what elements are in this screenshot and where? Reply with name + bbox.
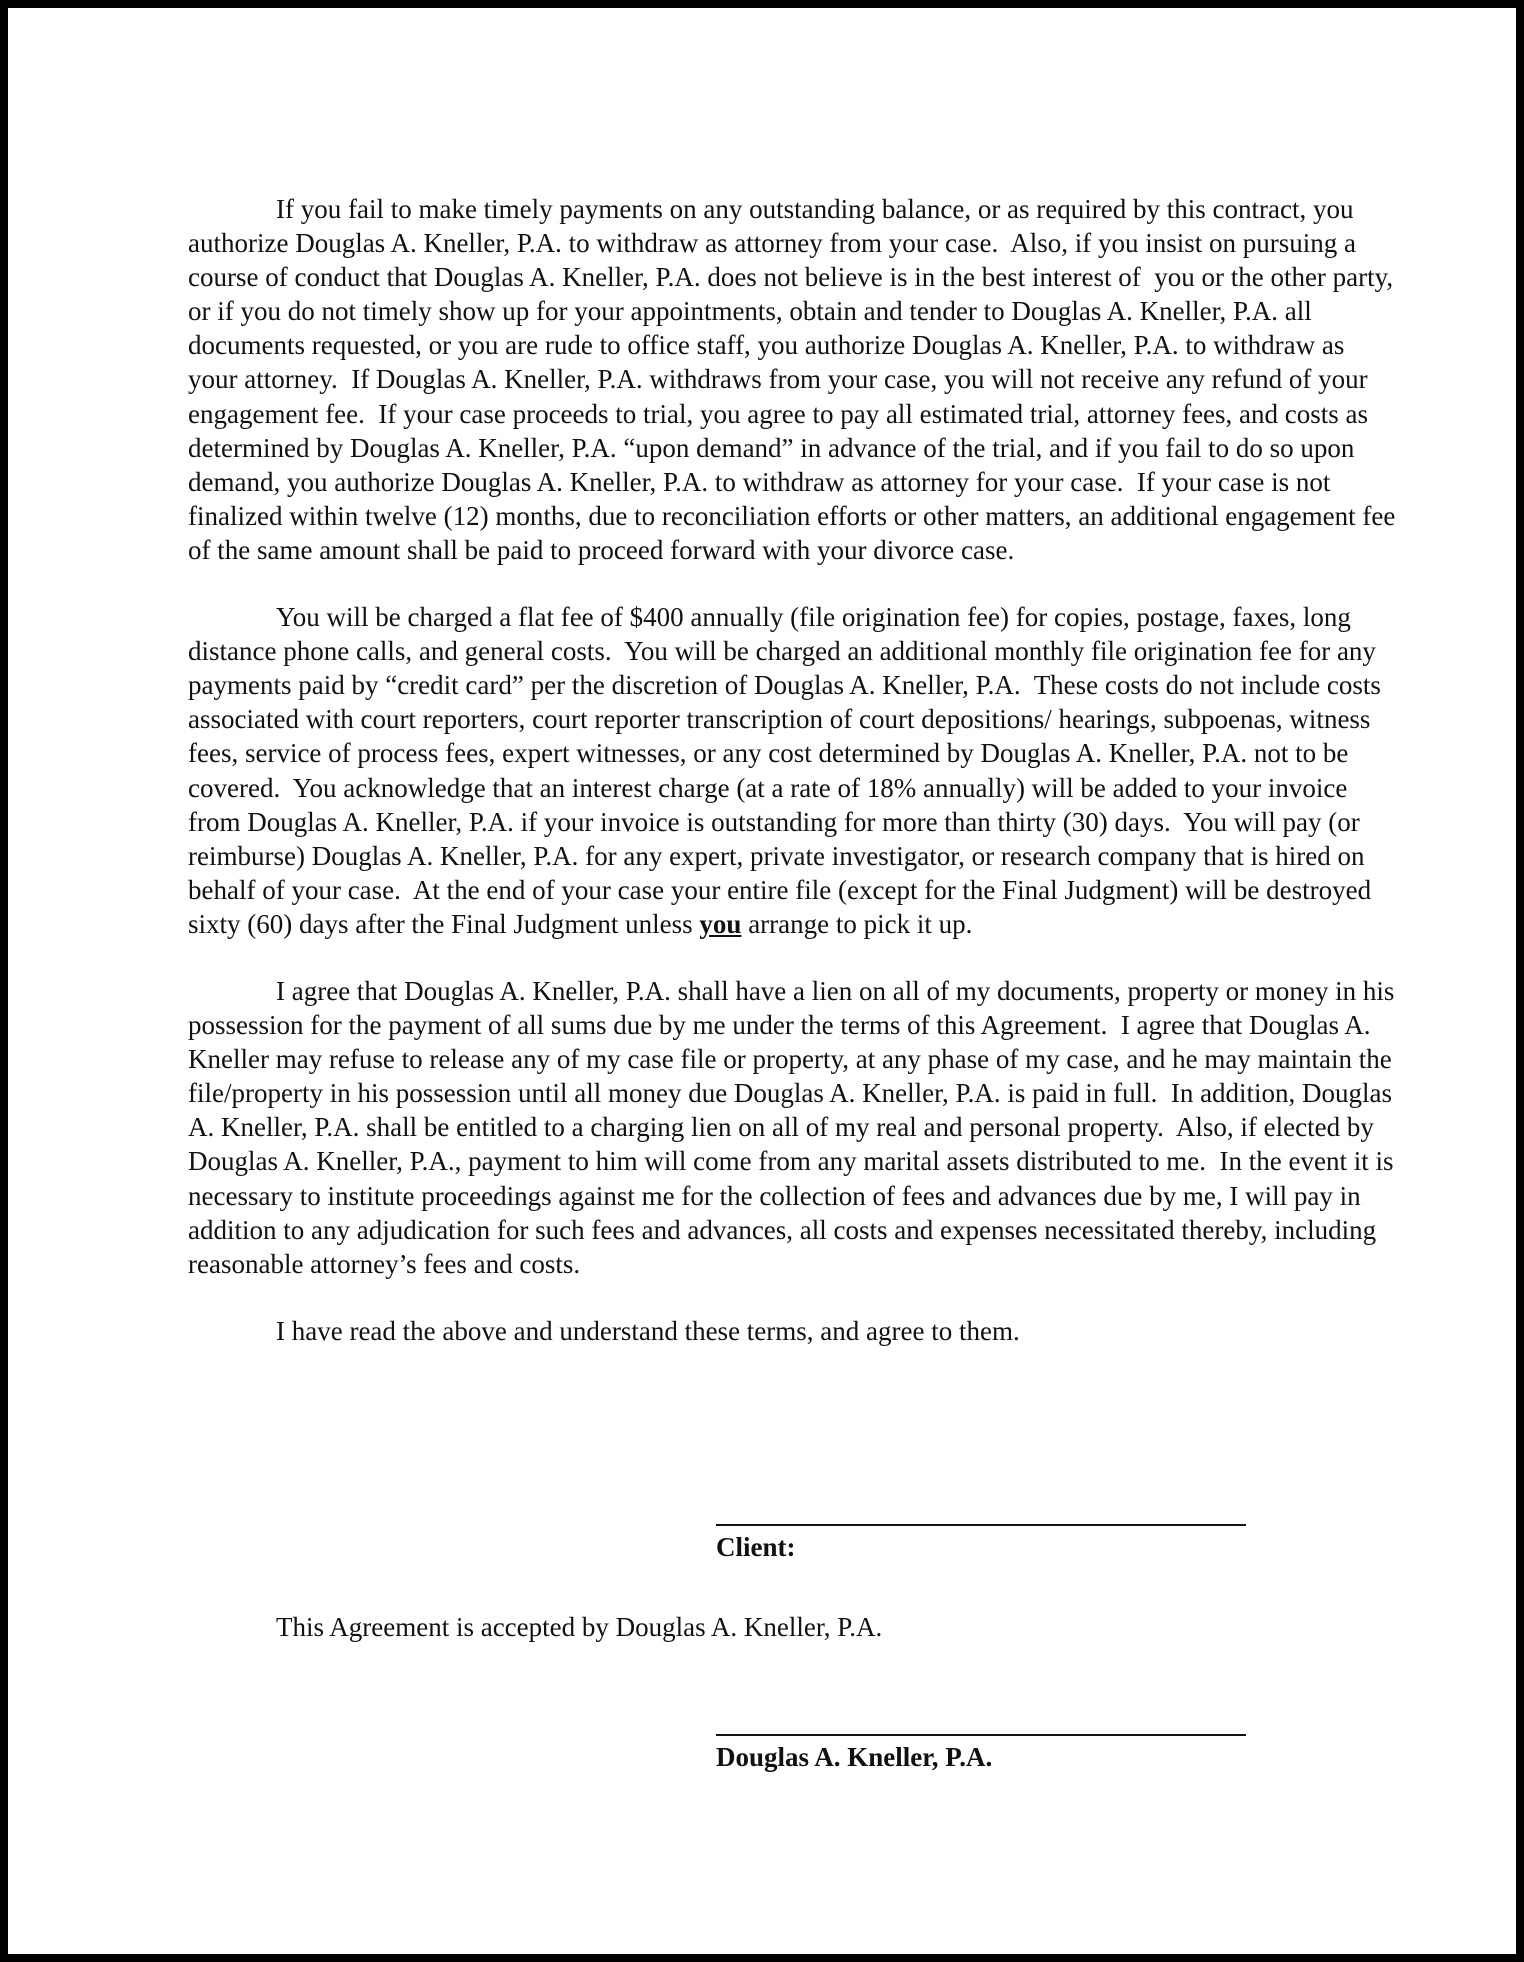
client-signature-block — [716, 1524, 1246, 1563]
paragraph-fees-text: You will be charged a flat fee of $400 annually (file origination fee) for copies, postage, faxes, long distance phone calls, and general costs. You will be charged an additional monthly file origination fee for any payments paid by “credit card” per the discretion of Douglas A. Kneller, P.A. These costs do not include costs associated with court reporters, court reporter transcription of court depositions/ hearings, subpoenas, witness fees, service of process fees, expert witnesses, or any cost determined by Douglas A. Kneller, P.A. not to be covered. You acknowledge that an interest charge (at a rate of 18% annually) will be added to your invoice from Douglas A. Kneller, P.A. if your invoice is outstanding for more than thirty (30) days. You will pay (or reimburse) Douglas A. Kneller, P.A. for any expert, private investigator, or research company that is hired on behalf of your case. At the end of your case your entire file (except for the Final Judgment) will be destroyed sixty (60) days after the Final Judgment unless — [188, 602, 1388, 939]
paragraph-fees-and-costs — [188, 600, 1396, 941]
acceptance-statement: This Agreement is accepted by Douglas A. Kneller, P.A. — [276, 1612, 883, 1642]
paragraph-withdrawal-terms: If you fail to make timely payments on any outstanding balance, or as required by this contract, you authorize Douglas A. Kneller, P.A. to withdraw as attorney from your case. Also, if you insist on pursuing a course of conduct that Douglas A. Kneller, P.A. does not believe is in the best interest of you or the other party, or if you do not timely show up for your appointments, obtain and tender to Douglas A. Kneller, P.A. all documents requested, or you are rude to office staff, you authorize Douglas A. Kneller, P.A. to withdraw as your attorney. If Douglas A. Kneller, P.A. withdraws from your case, you will not receive any refund of your engagement fee. If your case proceeds to trial, you agree to pay all estimated trial, attorney fees, and costs as determined by Douglas A. Kneller, P.A. “upon demand” in advance of the trial, and if you fail to do so upon demand, you authorize Douglas A. Kneller, P.A. to withdraw as attorney for your case. If your case is not finalized within twelve (12) months, due to reconciliation efforts or other matters, an additional engagement fee of the same amount shall be paid to proceed forward with your divorce case. — [188, 194, 1403, 565]
paragraph-lien-terms: I agree that Douglas A. Kneller, P.A. shall have a lien on all of my documents, property or money in his possession for the payment of all sums due by me under the terms of this Agreement. I agree that Douglas A. Kneller may refuse to release any of my case file or property, at any phase of my case, and he may maintain the file/property in his possession until all money due Douglas A. Kneller, P.A. is paid in full. In addition, Douglas A. Kneller, P.A. shall be entitled to a charging lien on all of my real and personal property. Also, if elected by Douglas A. Kneller, P.A., payment to him will come from any marital assets distributed to me. In the event it is necessary to institute proceedings against me for the collection of fees and advances due by me, I will pay in addition to any adjudication for such fees and advances, all costs and expenses necessitated thereby, including reasonable attorney’s fees and costs. — [188, 975, 1402, 1279]
document-page — [8, 8, 1516, 1954]
paragraph-agreement-statement: I have read the above and understand these terms, and agree to them. — [276, 1315, 1020, 1346]
document-body — [188, 192, 1403, 1381]
attorney-label: Douglas A. Kneller, P.A. — [716, 1742, 993, 1772]
paragraph-fees-text-end: arrange to pick it up. — [741, 908, 973, 939]
emphasis-you: you — [699, 908, 742, 939]
attorney-signature-line[interactable] — [716, 1734, 1246, 1736]
client-label: Client: — [716, 1532, 796, 1562]
attorney-signature-block — [716, 1734, 1246, 1773]
client-signature-line[interactable] — [716, 1524, 1246, 1526]
